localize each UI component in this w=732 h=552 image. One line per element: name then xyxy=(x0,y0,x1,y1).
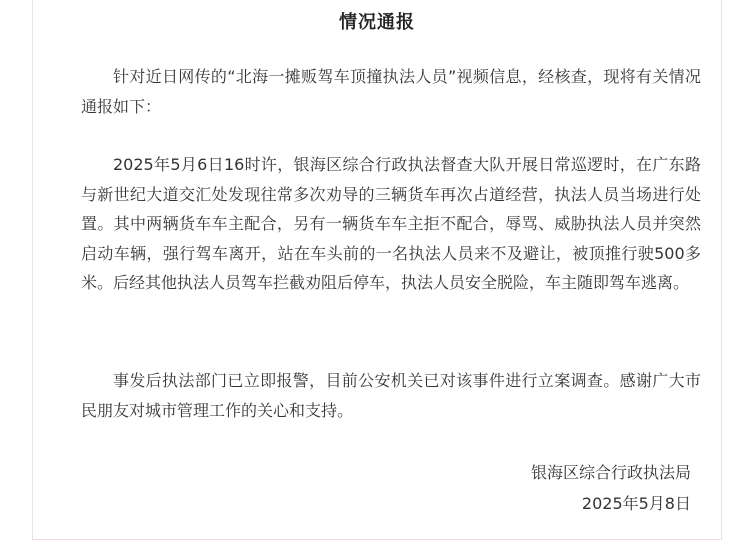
issuer-name: 银海区综合行政执法局 xyxy=(530,463,691,482)
followup-paragraph: 事发后执法部门已立即报警，目前公安机关已对该事件进行立案调查。感谢广大市民朋友对城市管理工作的关心和支持。 xyxy=(81,371,701,420)
signature-block xyxy=(531,457,691,519)
notice-document xyxy=(32,0,722,540)
notice-title: 情况通报 xyxy=(339,12,415,33)
intro-paragraph: 针对近日网传的“北海一摊贩驾车顶撞执法人员”视频信息，经核查，现将有关情况通报如下： xyxy=(81,67,701,116)
issue-date: 2025年5月8日 xyxy=(581,494,691,513)
incident-paragraph: 2025年5月6日16时许，银海区综合行政执法督查大队开展日常巡逻时，在广东路与新世纪大道交汇处发现往常多次劝导的三辆货车再次占道经营，执法人员当场进行处置。其中两辆货车车主配合，另有一辆货车车主拒不配合，辱骂、威胁执法人员并突然启动车辆，强行驾车离开，站在车头前的一名执法人员来不及避让，被顶推行驶500多米。后经其他执法人员驾车拦截劝阻后停车，执法人员安全脱险，车主随即驾车逃离。 xyxy=(81,155,701,292)
